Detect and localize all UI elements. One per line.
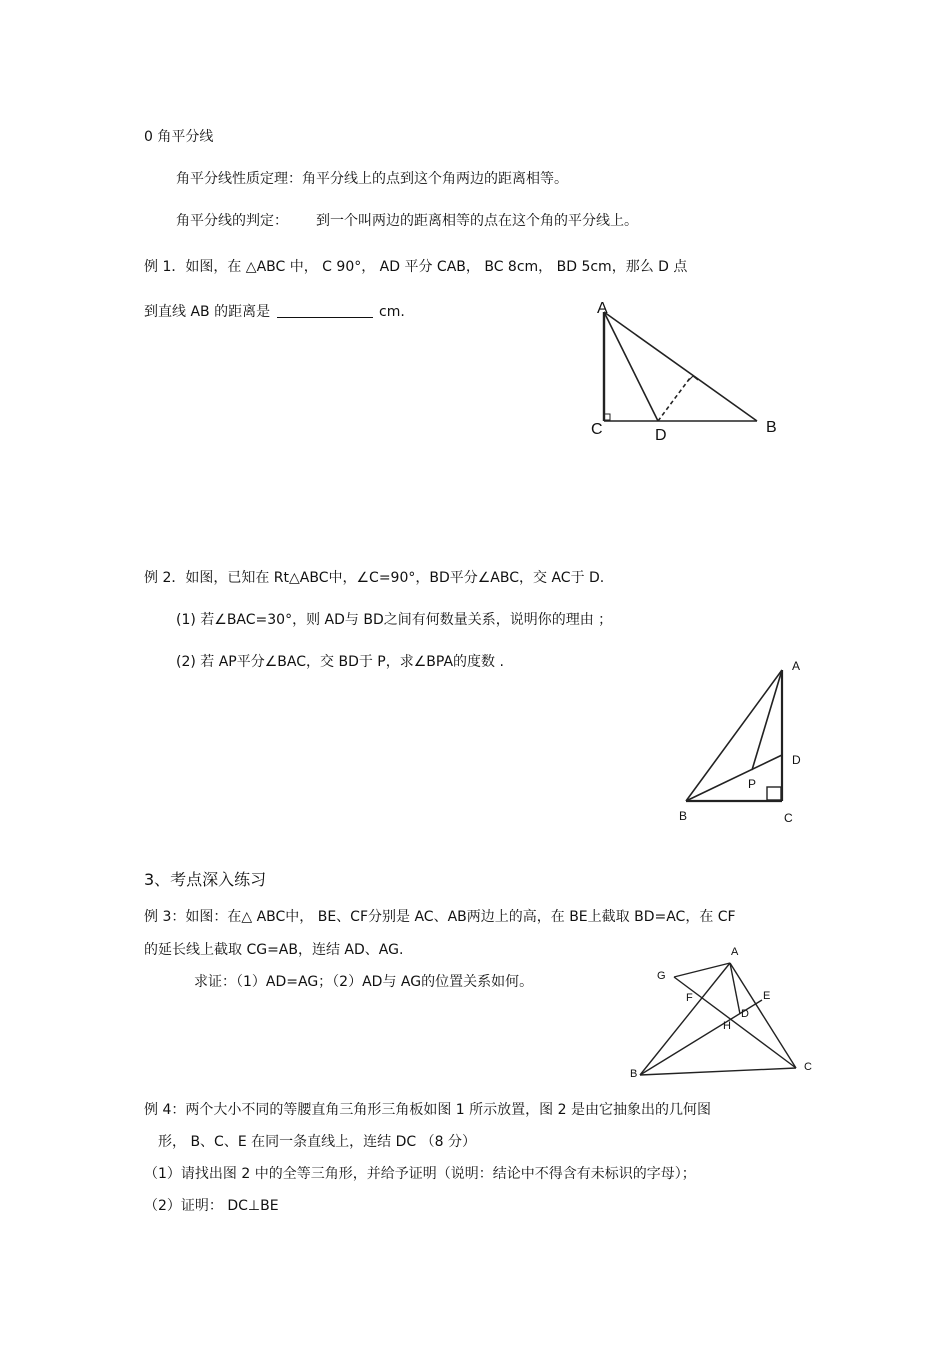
fig1-label-a: A (597, 300, 608, 317)
ex3-line2: 的延长线上截取 CG=AB，连结 AD、AG. (144, 942, 404, 958)
fig2-label-p: P (748, 777, 757, 791)
fig3-label-e: E (763, 990, 771, 1002)
ex4-q2: （2）证明： DC⊥BE (144, 1198, 279, 1214)
ex4-line2: 形， B、C、E 在同一条直线上，连结 DC （8 分） (158, 1134, 476, 1150)
fig1-label-c: C (591, 421, 603, 438)
ex2-q1: (1) 若∠BAC=30°，则 AD与 BD之间有何数量关系，说明你的理由 ； (176, 612, 613, 628)
ex1-line2-pre: 到直线 AB 的距离是 (144, 304, 271, 320)
theorem-judge-label: 角平分线的判定： (176, 213, 288, 229)
section3-title: 3、考点深入练习 (144, 870, 267, 889)
fig3-label-f: F (686, 992, 693, 1004)
fig3-label-g: G (657, 970, 666, 982)
ex1-line1: 例 1．如图，在 △ABC 中， C 90°， AD 平分 CAB， BC 8cm， BD 5cm，那么 D 点 (144, 259, 688, 275)
ex4-line1: 例 4：两个大小不同的等腰直角三角形三角板如图 1 所示放置，图 2 是由它抽象出的几何图 (144, 1102, 711, 1118)
fig2-label-a: A (792, 659, 801, 673)
ex3-line3: 求证：（1）AD=AG；（2）AD与 AG的位置关系如何。 (194, 974, 534, 990)
fig3-label-d: D (741, 1008, 749, 1020)
theorem-property: 角平分线性质定理：角平分线上的点到这个角两边的距离相等。 (176, 171, 568, 187)
fig2-label-c: C (784, 811, 793, 825)
section-title: 0 角平分线 (144, 129, 214, 145)
fig1-label-d: D (655, 427, 667, 444)
figure-ex2 (686, 670, 782, 801)
figure-ex1 (604, 312, 757, 421)
fig3-label-b: B (630, 1068, 638, 1080)
ex1-line2-post: cm. (379, 304, 405, 320)
fig2-label-b: B (679, 809, 688, 823)
ex4-q1: （1）请找出图 2 中的全等三角形，并给予证明（说明：结论中不得含有未标识的字母）； (144, 1166, 696, 1182)
ex2-q2: (2) 若 AP平分∠BAC，交 BD于 P，求∠BPA的度数 . (176, 654, 504, 670)
fig1-label-b: B (766, 419, 777, 436)
ex3-line1: 例 3：如图：在△ ABC中， BE、CF分别是 AC、AB两边上的高，在 BE上截取 BD=AC，在 CF (144, 909, 736, 925)
ex2-line1: 例 2．如图，已知在 Rt△ABC中，∠C=90°，BD平分∠ABC，交 AC于 D. (144, 570, 605, 586)
theorem-judge-text: 到一个叫两边的距离相等的点在这个角的平分线上。 (316, 213, 638, 229)
fig3-label-h: H (723, 1020, 731, 1032)
fig3-label-c: C (804, 1061, 812, 1073)
fig3-label-a: A (731, 946, 739, 958)
fig2-label-d: D (792, 753, 801, 767)
